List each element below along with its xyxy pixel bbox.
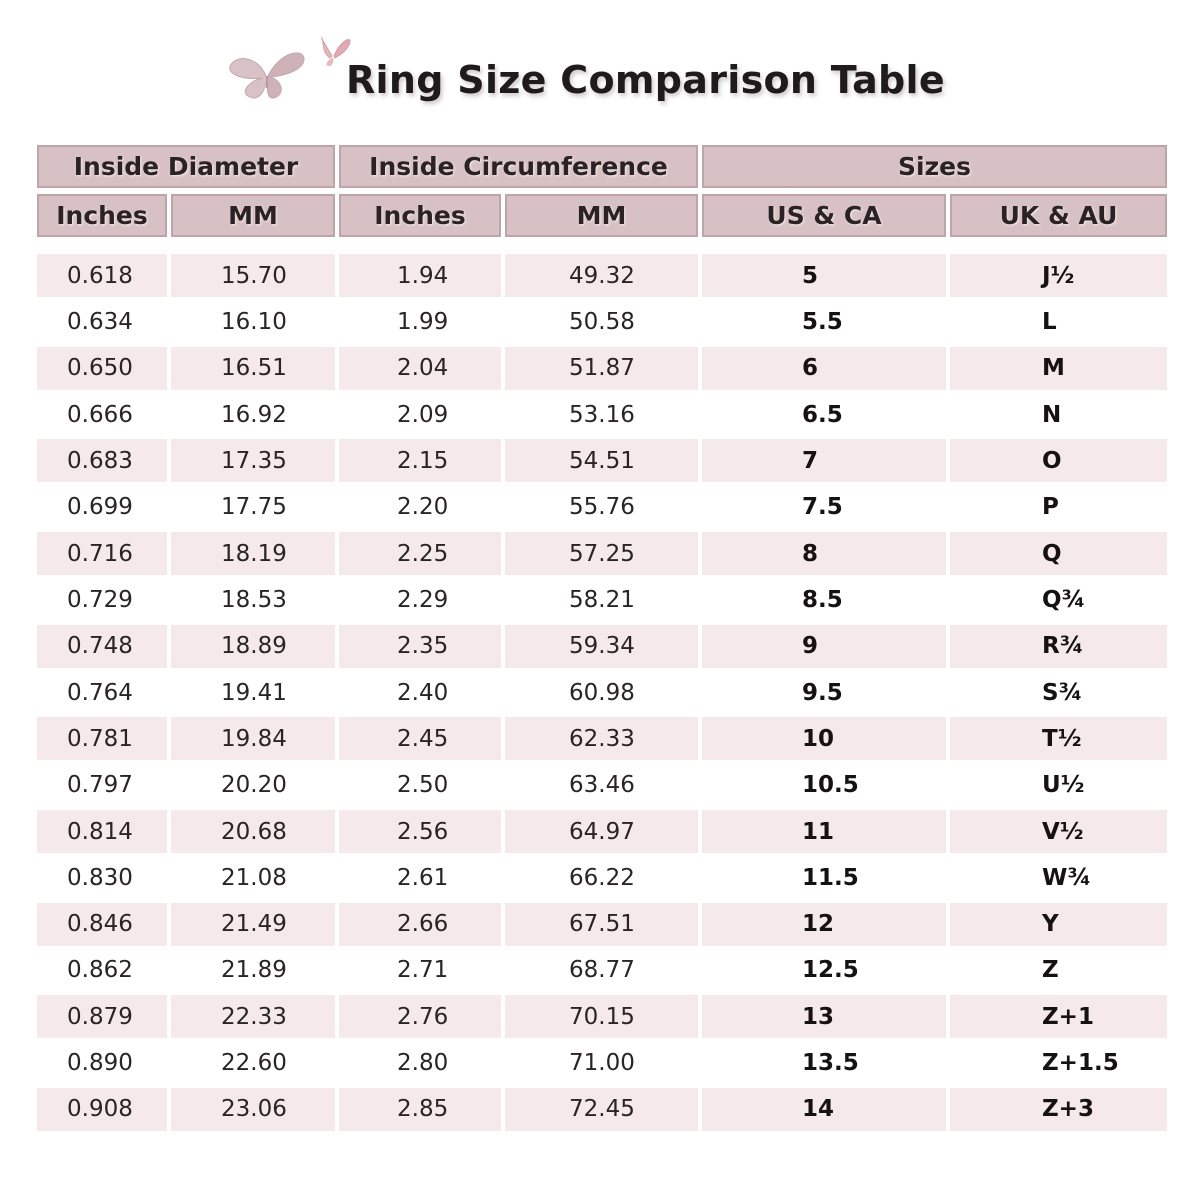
cell-size-uk-au: L [1042,308,1057,335]
cell-size-us-ca: 11.5 [802,864,859,891]
table-row [37,764,1167,807]
page-title: Ring Size Comparison Table [346,58,945,102]
cell-size-uk-au: V½ [950,810,1167,853]
cell-circumference-inches: 2.50 [397,772,449,799]
cell-circumference-mm: 53.16 [569,401,635,428]
cell-size-uk-au: Q [950,532,1167,575]
header-circumference-mm: MM [505,194,698,237]
cell-size-us-ca: 9.5 [802,679,843,706]
cell-diameter-inches: 0.846 [37,903,167,946]
cell-circumference-mm: 64.97 [505,810,698,853]
header-size-uk-au: UK & AU [950,194,1167,237]
table-row [37,625,1167,668]
cell-size-us-ca: 12.5 [802,957,859,984]
cell-circumference-mm: 62.33 [505,717,698,760]
cell-diameter-inches: 0.764 [67,679,133,706]
cell-circumference-inches: 2.09 [397,401,449,428]
cell-size-uk-au: S¾ [1042,679,1083,706]
cell-diameter-inches: 0.634 [67,308,133,335]
cell-circumference-mm: 51.87 [505,347,698,390]
cell-size-uk-au: R¾ [950,625,1167,668]
cell-size-us-ca: 8 [702,532,946,575]
cell-circumference-mm: 72.45 [505,1088,698,1131]
cell-size-us-ca: 7 [702,439,946,482]
cell-circumference-inches: 1.94 [339,254,501,297]
cell-circumference-inches: 2.56 [339,810,501,853]
header-group-sizes: Sizes [702,145,1167,188]
cell-circumference-inches: 2.76 [339,995,501,1038]
table-row [37,486,1167,529]
cell-circumference-mm: 57.25 [505,532,698,575]
title-area [0,0,1200,130]
cell-circumference-mm: 49.32 [505,254,698,297]
cell-diameter-inches: 0.716 [37,532,167,575]
table-row [37,810,1167,853]
cell-diameter-mm: 16.92 [221,401,287,428]
cell-size-uk-au: W¾ [1042,864,1092,891]
cell-diameter-mm: 19.84 [171,717,335,760]
header-group-inside-diameter: Inside Diameter [37,145,335,188]
cell-circumference-mm: 68.77 [569,957,635,984]
cell-size-us-ca: 12 [702,903,946,946]
cell-size-us-ca: 5.5 [802,308,843,335]
cell-diameter-mm: 20.20 [221,772,287,799]
cell-circumference-inches: 1.99 [397,308,449,335]
header-diameter-mm: MM [171,194,335,237]
cell-diameter-mm: 17.35 [171,439,335,482]
cell-size-uk-au: Z+3 [950,1088,1167,1131]
cell-circumference-inches: 2.29 [397,586,449,613]
cell-size-uk-au: Z+1.5 [1042,1050,1119,1077]
cell-diameter-inches: 0.781 [37,717,167,760]
table-row [37,949,1167,992]
cell-diameter-inches: 0.879 [37,995,167,1038]
table-row [37,300,1167,343]
cell-circumference-inches: 2.80 [397,1050,449,1077]
cell-circumference-mm: 63.46 [569,772,635,799]
header-size-us-ca: US & CA [702,194,946,237]
cell-diameter-inches: 0.748 [37,625,167,668]
header-circumference-inches: Inches [339,194,501,237]
cell-size-uk-au: J½ [950,254,1167,297]
cell-circumference-mm: 71.00 [569,1050,635,1077]
cell-size-uk-au: Q¾ [1042,586,1086,613]
cell-diameter-mm: 18.19 [171,532,335,575]
cell-diameter-mm: 23.06 [171,1088,335,1131]
cell-circumference-inches: 2.45 [339,717,501,760]
cell-diameter-mm: 18.53 [221,586,287,613]
cell-size-us-ca: 13.5 [802,1050,859,1077]
table-row [37,532,1167,575]
cell-size-uk-au: T½ [950,717,1167,760]
cell-size-uk-au: Z+1 [950,995,1167,1038]
cell-size-us-ca: 6 [702,347,946,390]
cell-diameter-inches: 0.908 [37,1088,167,1131]
cell-diameter-inches: 0.618 [37,254,167,297]
cell-size-uk-au: M [950,347,1167,390]
cell-size-us-ca: 10 [702,717,946,760]
table-row [37,856,1167,899]
cell-diameter-inches: 0.666 [67,401,133,428]
cell-size-uk-au: U½ [1042,772,1085,799]
cell-diameter-mm: 22.60 [221,1050,287,1077]
cell-diameter-inches: 0.797 [67,772,133,799]
cell-size-us-ca: 7.5 [802,494,843,521]
cell-diameter-inches: 0.683 [37,439,167,482]
cell-circumference-inches: 2.85 [339,1088,501,1131]
cell-circumference-mm: 59.34 [505,625,698,668]
cell-diameter-inches: 0.890 [67,1050,133,1077]
table-row [37,717,1167,760]
cell-circumference-inches: 2.66 [339,903,501,946]
cell-diameter-mm: 19.41 [221,679,287,706]
table-row [37,1042,1167,1085]
cell-diameter-mm: 21.08 [221,864,287,891]
cell-size-us-ca: 9 [702,625,946,668]
cell-size-us-ca: 6.5 [802,401,843,428]
cell-circumference-inches: 2.40 [397,679,449,706]
cell-diameter-inches: 0.830 [67,864,133,891]
cell-circumference-mm: 70.15 [505,995,698,1038]
cell-diameter-inches: 0.729 [67,586,133,613]
cell-diameter-mm: 16.51 [171,347,335,390]
table-row [37,439,1167,482]
cell-circumference-inches: 2.20 [397,494,449,521]
cell-diameter-inches: 0.814 [37,810,167,853]
table-row [37,995,1167,1038]
cell-circumference-mm: 50.58 [569,308,635,335]
table-row [37,578,1167,621]
cell-diameter-mm: 17.75 [221,494,287,521]
cell-circumference-mm: 55.76 [569,494,635,521]
cell-size-uk-au: Y [950,903,1167,946]
cell-circumference-inches: 2.04 [339,347,501,390]
cell-diameter-mm: 20.68 [171,810,335,853]
cell-circumference-mm: 66.22 [569,864,635,891]
table-row [37,347,1167,390]
header-group-inside-circumference: Inside Circumference [339,145,698,188]
cell-size-us-ca: 5 [702,254,946,297]
cell-diameter-mm: 21.89 [221,957,287,984]
table-row [37,671,1167,714]
cell-circumference-inches: 2.71 [397,957,449,984]
cell-size-uk-au: N [1042,401,1062,428]
table-row [37,254,1167,297]
cell-size-uk-au: P [1042,494,1059,521]
cell-size-us-ca: 13 [702,995,946,1038]
cell-diameter-mm: 21.49 [171,903,335,946]
cell-circumference-mm: 54.51 [505,439,698,482]
cell-circumference-mm: 67.51 [505,903,698,946]
table-row [37,393,1167,436]
cell-diameter-inches: 0.650 [37,347,167,390]
cell-diameter-mm: 22.33 [171,995,335,1038]
table-row [37,1088,1167,1131]
cell-diameter-mm: 18.89 [171,625,335,668]
cell-circumference-inches: 2.25 [339,532,501,575]
table-row [37,903,1167,946]
cell-size-uk-au: O [950,439,1167,482]
header-diameter-inches: Inches [37,194,167,237]
cell-size-us-ca: 11 [702,810,946,853]
butterfly-icon-large [228,46,306,102]
cell-circumference-mm: 60.98 [569,679,635,706]
cell-diameter-mm: 15.70 [171,254,335,297]
cell-circumference-inches: 2.15 [339,439,501,482]
cell-circumference-mm: 58.21 [569,586,635,613]
cell-circumference-inches: 2.35 [339,625,501,668]
cell-size-us-ca: 14 [702,1088,946,1131]
cell-diameter-mm: 16.10 [221,308,287,335]
cell-size-us-ca: 8.5 [802,586,843,613]
cell-diameter-inches: 0.699 [67,494,133,521]
cell-size-us-ca: 10.5 [802,772,859,799]
cell-diameter-inches: 0.862 [67,957,133,984]
cell-size-uk-au: Z [1042,957,1059,984]
cell-circumference-inches: 2.61 [397,864,449,891]
